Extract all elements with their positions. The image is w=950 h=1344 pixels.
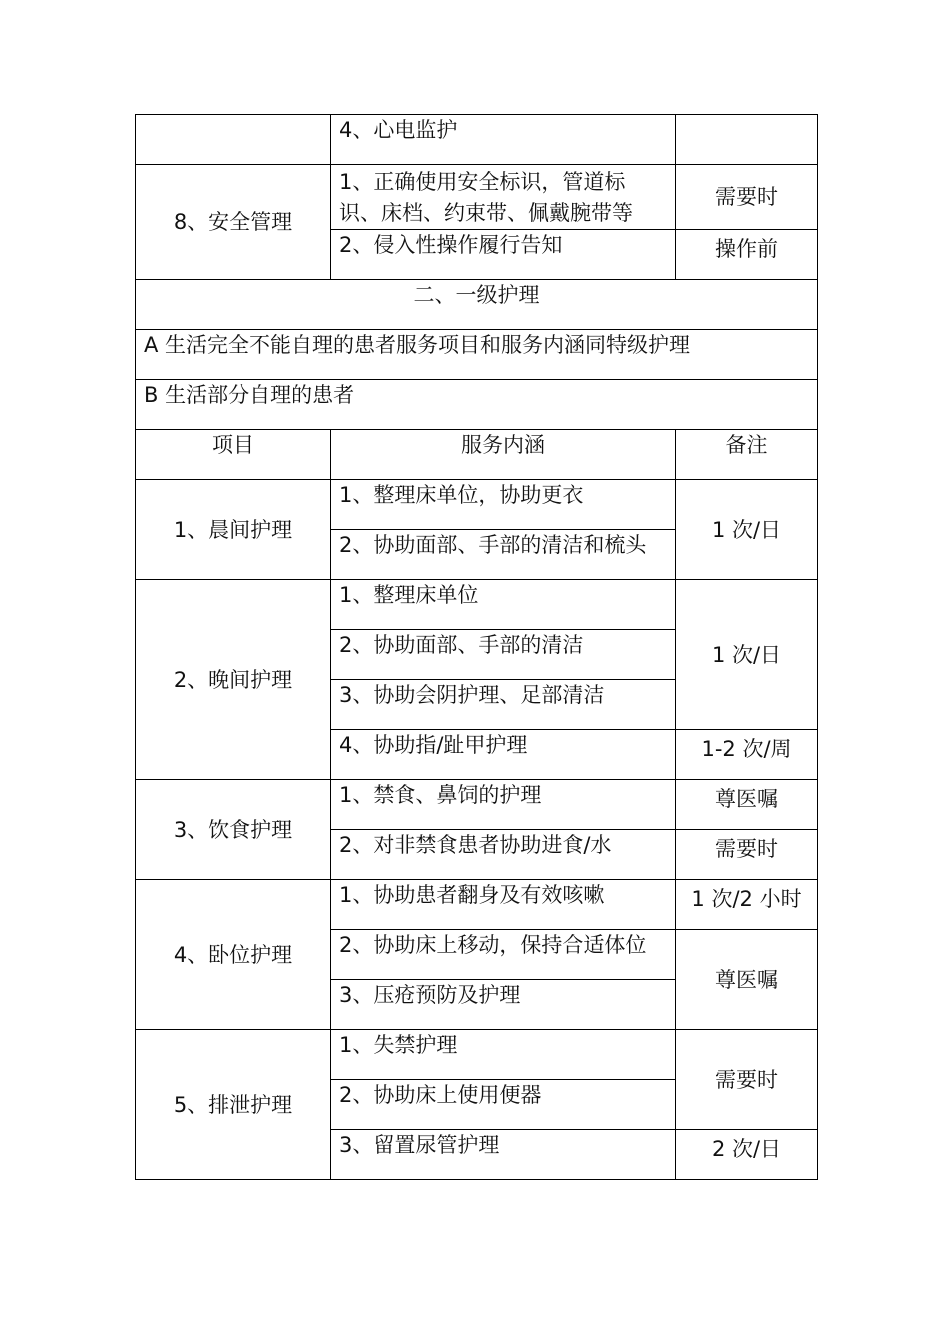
note-cell-empty — [676, 115, 818, 165]
note-cell: 1 次/日 — [676, 580, 818, 730]
content-cell: 1、协助患者翻身及有效咳嗽 — [331, 880, 676, 930]
content-cell: 2、协助床上移动，保持合适体位 — [331, 930, 676, 980]
item-cell-empty — [136, 115, 331, 165]
table-row — [136, 1030, 818, 1080]
content-cell: 2、对非禁食患者协助进食/水 — [331, 830, 676, 880]
content-cell: 3、压疮预防及护理 — [331, 980, 676, 1030]
table-row — [136, 580, 818, 630]
content-cell: 1、整理床单位 — [331, 580, 676, 630]
table-row — [136, 880, 818, 930]
item-cell-safety: 8、安全管理 — [136, 165, 331, 280]
note-cell: 操作前 — [676, 230, 818, 280]
note-cell: 需要时 — [676, 1030, 818, 1130]
note-cell: 1 次/日 — [676, 480, 818, 580]
content-cell: 1、禁食、鼻饲的护理 — [331, 780, 676, 830]
content-cell: 3、协助会阴护理、足部清洁 — [331, 680, 676, 730]
note-cell: 需要时 — [676, 165, 818, 230]
content-cell: 2、协助面部、手部的清洁和梳头 — [331, 530, 676, 580]
header-row — [136, 430, 818, 480]
header-item: 项目 — [136, 430, 331, 480]
section-title: 二、一级护理 — [136, 280, 818, 330]
note-cell: 尊医嘱 — [676, 780, 818, 830]
note-row — [136, 330, 818, 380]
item-cell-evening: 2、晚间护理 — [136, 580, 331, 780]
content-cell: 2、协助面部、手部的清洁 — [331, 630, 676, 680]
note-b: B 生活部分自理的患者 — [136, 380, 818, 430]
item-cell-morning: 1、晨间护理 — [136, 480, 331, 580]
note-cell: 需要时 — [676, 830, 818, 880]
note-cell: 2 次/日 — [676, 1130, 818, 1180]
table-row — [136, 780, 818, 830]
note-cell: 1-2 次/周 — [676, 730, 818, 780]
header-content: 服务内涵 — [331, 430, 676, 480]
item-cell-position: 4、卧位护理 — [136, 880, 331, 1030]
content-cell: 3、留置尿管护理 — [331, 1130, 676, 1180]
header-note: 备注 — [676, 430, 818, 480]
item-cell-excretion: 5、排泄护理 — [136, 1030, 331, 1180]
note-cell: 尊医嘱 — [676, 930, 818, 1030]
content-cell: 4、心电监护 — [331, 115, 676, 165]
content-cell: 1、正确使用安全标识，管道标识、床档、约束带、佩戴腕带等 — [331, 165, 676, 230]
item-cell-diet: 3、饮食护理 — [136, 780, 331, 880]
content-cell: 1、整理床单位，协助更衣 — [331, 480, 676, 530]
content-cell: 1、失禁护理 — [331, 1030, 676, 1080]
content-cell: 2、侵入性操作履行告知 — [331, 230, 676, 280]
note-cell: 1 次/2 小时 — [676, 880, 818, 930]
content-cell: 2、协助床上使用便器 — [331, 1080, 676, 1130]
note-a: A 生活完全不能自理的患者服务项目和服务内涵同特级护理 — [136, 330, 818, 380]
table-row — [136, 165, 818, 230]
content-cell: 4、协助指/趾甲护理 — [331, 730, 676, 780]
section-row — [136, 280, 818, 330]
note-row — [136, 380, 818, 430]
table-row — [136, 115, 818, 165]
table-row — [136, 480, 818, 530]
nursing-service-table — [135, 114, 818, 1180]
